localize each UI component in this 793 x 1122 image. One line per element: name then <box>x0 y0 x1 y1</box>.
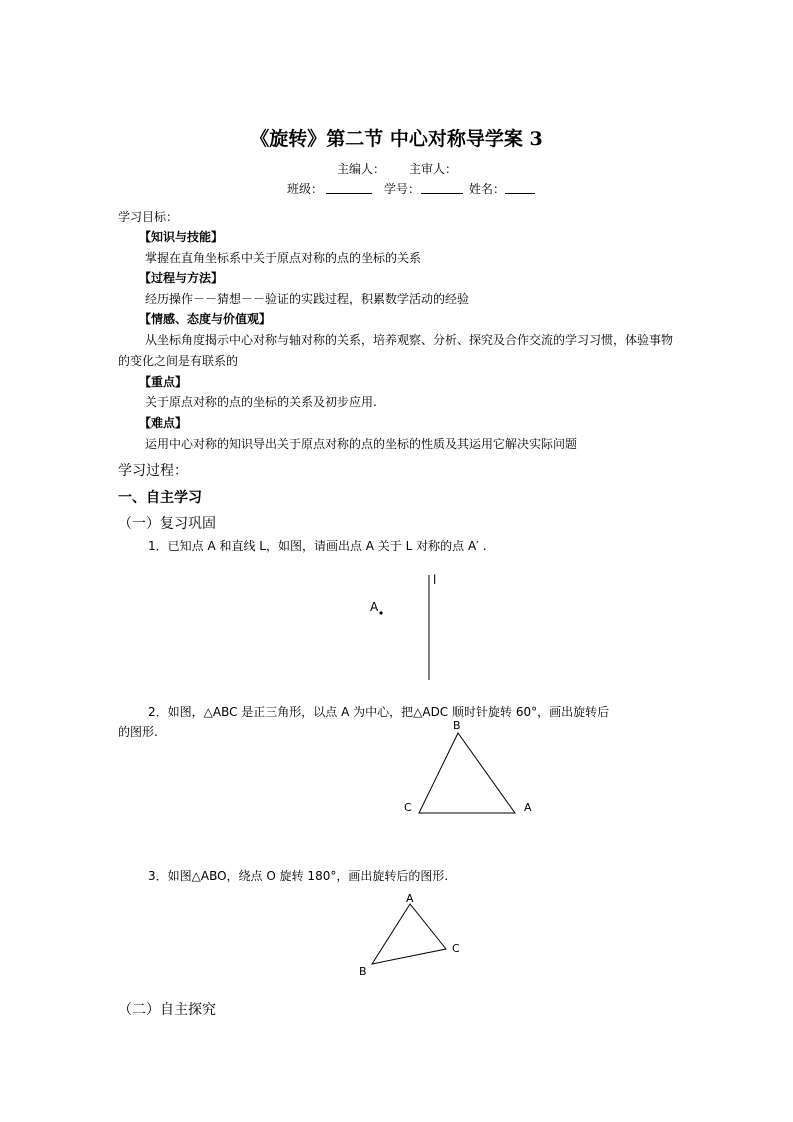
name-label: 姓名： <box>469 182 506 196</box>
objectives-heading: 学习目标： <box>118 210 179 224</box>
figure-point-line <box>360 565 460 690</box>
student-number-blank[interactable] <box>421 181 463 194</box>
line-l-label: l <box>433 573 437 587</box>
process-text: 经历操作－－猜想－－验证的实践过程，积累数学活动的经验 <box>145 292 470 306</box>
triangle-abc <box>419 733 515 813</box>
section-self-study: 一、自主学习 <box>118 490 202 506</box>
point-a-label: A <box>370 600 379 614</box>
question-1: 1．已知点 A 和直线 L，如图，请画出点 A 关于 L 对称的点 A′ . <box>148 539 487 553</box>
vertex-c-label: C <box>452 942 460 955</box>
attitude-label: 【情感、态度与价值观】 <box>139 312 272 326</box>
class-label: 班级： <box>287 182 324 196</box>
knowledge-label: 【知识与技能】 <box>139 230 224 244</box>
page-title: 《旋转》第二节 中心对称导学案 3 <box>250 128 543 150</box>
subsection-explore: （二）自主探究 <box>118 1002 216 1018</box>
process-heading: 学习过程： <box>118 463 188 479</box>
figure-triangle-abo <box>352 888 472 983</box>
key-point-text: 关于原点对称的点的坐标的关系及初步应用. <box>145 395 377 409</box>
vertex-b-label: B <box>359 965 367 978</box>
vertex-a-label: A <box>406 892 414 905</box>
vertex-a-label: A <box>524 801 532 814</box>
name-blank[interactable] <box>505 181 535 194</box>
vertex-c-label: C <box>404 801 412 814</box>
attitude-text-2: 的变化之间是有联系的 <box>118 354 239 368</box>
chief-editor-label: 主编人： <box>337 162 386 176</box>
triangle-abo <box>372 904 446 964</box>
question-2-line-1: 2．如图，△ABC 是正三角形，以点 A 为中心，把△ADC 顺时针旋转 60°，画出旋转后 <box>148 705 610 719</box>
student-number-label: 学号： <box>384 182 421 196</box>
knowledge-text: 掌握在直角坐标系中关于原点对称的点的坐标的关系 <box>145 251 422 265</box>
subsection-review: （一）复习巩固 <box>118 516 216 532</box>
difficulty-label: 【难点】 <box>139 416 188 430</box>
question-3: 3．如图△ABO，绕点 O 旋转 180°，画出旋转后的图形. <box>148 869 449 883</box>
process-label: 【过程与方法】 <box>139 271 224 285</box>
figure-equilateral-triangle <box>395 710 545 825</box>
class-blank[interactable] <box>326 181 372 194</box>
difficulty-text: 运用中心对称的知识导出关于原点对称的点的坐标的性质及其运用它解决实际问题 <box>145 437 578 451</box>
question-2-line-2: 的图形. <box>118 725 158 739</box>
point-a <box>379 611 382 614</box>
vertex-b-label: B <box>453 719 461 732</box>
reviewer-label: 主审人： <box>409 162 458 176</box>
key-point-label: 【重点】 <box>139 375 188 389</box>
attitude-text-1: 从坐标角度揭示中心对称与轴对称的关系，培养观察、分析、探究及合作交流的学习习惯，体验事物 <box>145 333 674 347</box>
